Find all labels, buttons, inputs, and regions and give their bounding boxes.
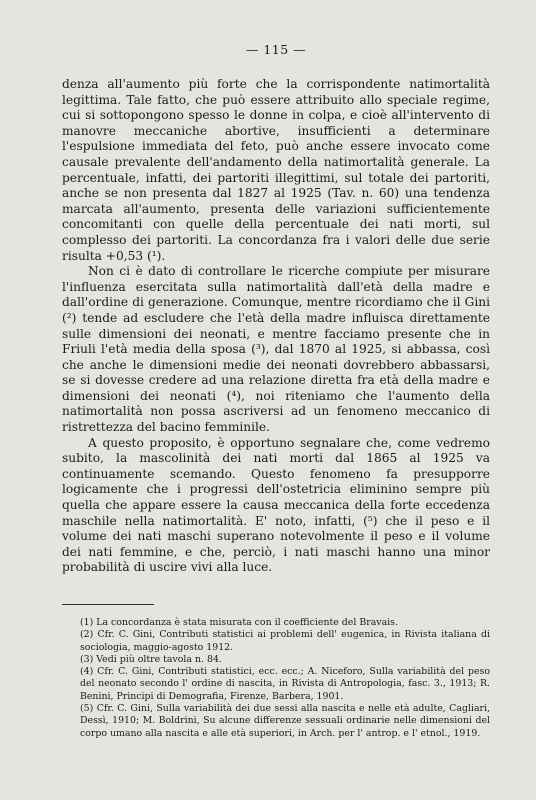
footnote-5: (5) Cfr. C. Gini, Sulla variabilità dei due sessi alla nascita e nelle età adulte, Cagliari, Dessì, 1910; M. Boldrini, Su alcune differenze sessuali ordinarie nelle dimensioni del corpo umano alla nascita e alle età superiori, in Arch. per l' antrop. e l' etnol., 1919.	[80, 703, 490, 739]
paragraph-1: denza all'aumento più forte che la corrispondente natimortalità legittima. Tale fatto, che può essere attribuito allo speciale regime, cui si sottopongono spesso le donne in colpa, e cioè all'intervento di manovre meccaniche abortive, insufficienti a determinare l'espulsione immediata del feto, può anche essere invocato come causale prevalente dell'andamento della natimortalità generale. La percentuale, infatti, dei partoriti illegittimi, sul totale dei partoriti, anche se non presenta dal 1827 al 1925 (Tav. n. 60) una tendenza marcata all'aumento, presenta delle variazioni sufficientemente concomitanti con quelle della percentuale dei nati morti, sul complesso dei partoriti. La concordanza fra i valori delle due serie risulta +0,53 (¹).	[62, 77, 490, 263]
footnotes	[62, 617, 490, 740]
paragraph-3: A questo proposito, è opportuno segnalare che, come vedremo subito, la mascolinità dei nati morti dal 1865 al 1925 va continuamente scemando. Questo fenomeno fa presupporre logicamente che i progressi dell'ostetricia eliminino sempre più quella che appare essere la causa meccanica della forte eccedenza maschile nella natimortalità. E' noto, infatti, (⁵) che il peso e il volume dei nati maschi superano notevolmente il peso e il volume dei nati femmine, e che, perciò, i nati maschi hanno una minor probabilità di uscire vivi alla luce.	[62, 435, 490, 575]
footnote-4: (4) Cfr. C. Gini, Contributi statistici, ecc. ecc.; A. Niceforo, Sulla variabilità del peso del neonato secondo l' ordine di nascita, in Rivista di Antropologia, fasc. 3., 1913; R. Benini, Principi di Demografia, Firenze, Barbera, 1901.	[80, 666, 490, 702]
body-text	[62, 77, 490, 576]
page-number: — 115 —	[245, 42, 307, 57]
footnote-divider	[62, 604, 154, 605]
footnote-1: (1) La concordanza è stata misurata con il coefficiente del Bravais.	[80, 617, 398, 628]
paragraph-2: Non ci è dato di controllare le ricerche compiute per misurare l'influenza esercitata sulla natimortalità dall'età della madre e dall'ordine di generazione. Comunque, mentre ricordiamo che il Gini (²) tende ad escludere che l'età della madre influisca direttamente sulle dimensioni dei neonati, e mentre facciamo presente che in Friuli l'età media della sposa (³), dal 1870 al 1925, si abbassa, così che anche le dimensioni medie dei neonati dovrebbero abbassarsi, se si dovesse credere ad una relazione diretta fra età della madre e dimensioni dei neonati (⁴), noi riteniamo che l'aumento della natimortalità non possa ascriversi ad un fenomeno meccanico di ristrettezza del bacino femminile.	[62, 264, 490, 435]
footnote-2: (2) Cfr. C. Gini, Contributi statistici ai problemi dell' eugenica, in Rivista italiana di sociologia, maggio-agosto 1912.	[80, 629, 490, 653]
footnote-3: (3) Vedi più oltre tavola n. 84.	[80, 653, 222, 665]
